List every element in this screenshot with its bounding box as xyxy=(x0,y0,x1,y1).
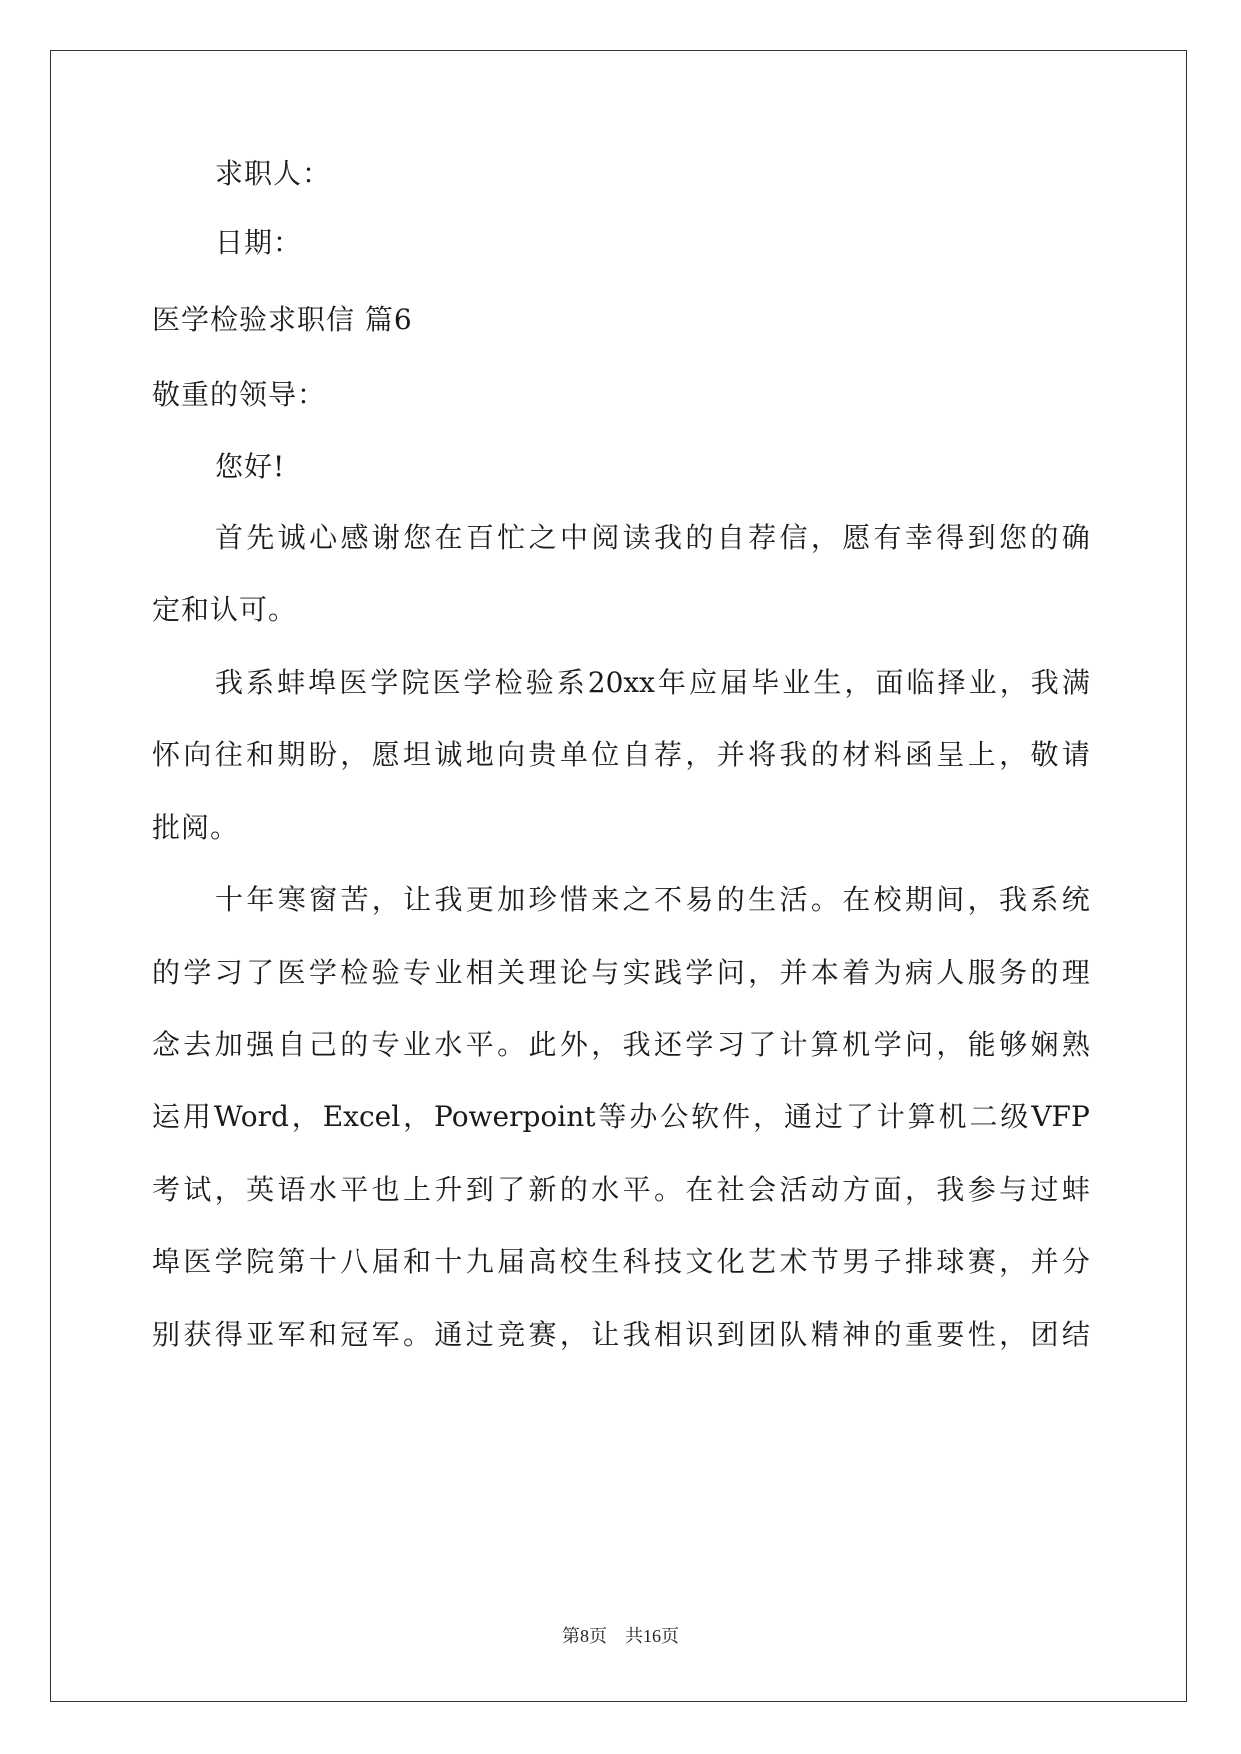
page-number-footer: 第8页 共16页 xyxy=(562,1626,679,1646)
paragraph-line: 定和认可。 xyxy=(152,593,298,626)
salutation: 敬重的领导： xyxy=(152,378,327,411)
paragraph-line: 别 获 得 亚 军 和 冠 军 。 通 过 竞 赛 ， 让 我 相 识 到 团 队 精 神 的 重 要 性 ， 团 结 xyxy=(152,1318,1090,1351)
paragraph-line: 十 年 寒 窗 苦 ， 让 我 更 加 珍 惜 来 之 不 易 的 生 活 。 在 校 期 间 ， 我 系 统 xyxy=(215,883,1090,916)
paragraph-line: 的 学 习 了 医 学 检 验 专 业 相 关 理 论 与 实 践 学 问 ， 并 本 着 为 病 人 服 务 的 理 xyxy=(152,956,1090,989)
greeting: 您好! xyxy=(215,450,286,483)
paragraph-line: 批阅。 xyxy=(152,811,240,844)
paragraph-line: 埠 医 学 院 第 十 八 届 和 十 九 届 高 校 生 科 技 文 化 艺 术 节 男 子 排 球 赛 ， 并 分 xyxy=(152,1245,1090,1278)
page-border xyxy=(50,50,1187,1702)
paragraph-line: 考 试 ， 英 语 水 平 也 上 升 到 了 新 的 水 平 。 在 社 会 活 动 方 面 ， 我 参 与 过 蚌 xyxy=(152,1173,1090,1206)
paragraph-line: 运 用 Word ， Excel ， Powerpoint 等 办 公 软 件 ， 通 过 了 计 算 机 二 级 VFP xyxy=(152,1100,1090,1133)
paragraph-line: 怀 向 往 和 期 盼 ， 愿 坦 诚 地 向 贵 单 位 自 荐 ， 并 将 我 的 材 料 函 呈 上 ， 敬 请 xyxy=(152,738,1090,771)
paragraph-line: 首 先 诚 心 感 谢 您 在 百 忙 之 中 阅 读 我 的 自 荐 信 ， 愿 有 幸 得 到 您 的 确 xyxy=(215,521,1090,554)
section-heading: 医学检验求职信 篇6 xyxy=(152,303,413,336)
paragraph-line: 念 去 加 强 自 己 的 专 业 水 平 。 此 外 ， 我 还 学 习 了 计 算 机 学 问 ， 能 够 娴 熟 xyxy=(152,1028,1090,1061)
date-label: 日期： xyxy=(215,226,303,259)
paragraph-line: 我 系 蚌 埠 医 学 院 医 学 检 验 系 20xx 年 应 届 毕 业 生 ， 面 临 择 业 ， 我 满 xyxy=(215,666,1090,699)
applicant-label: 求职人： xyxy=(215,157,332,190)
